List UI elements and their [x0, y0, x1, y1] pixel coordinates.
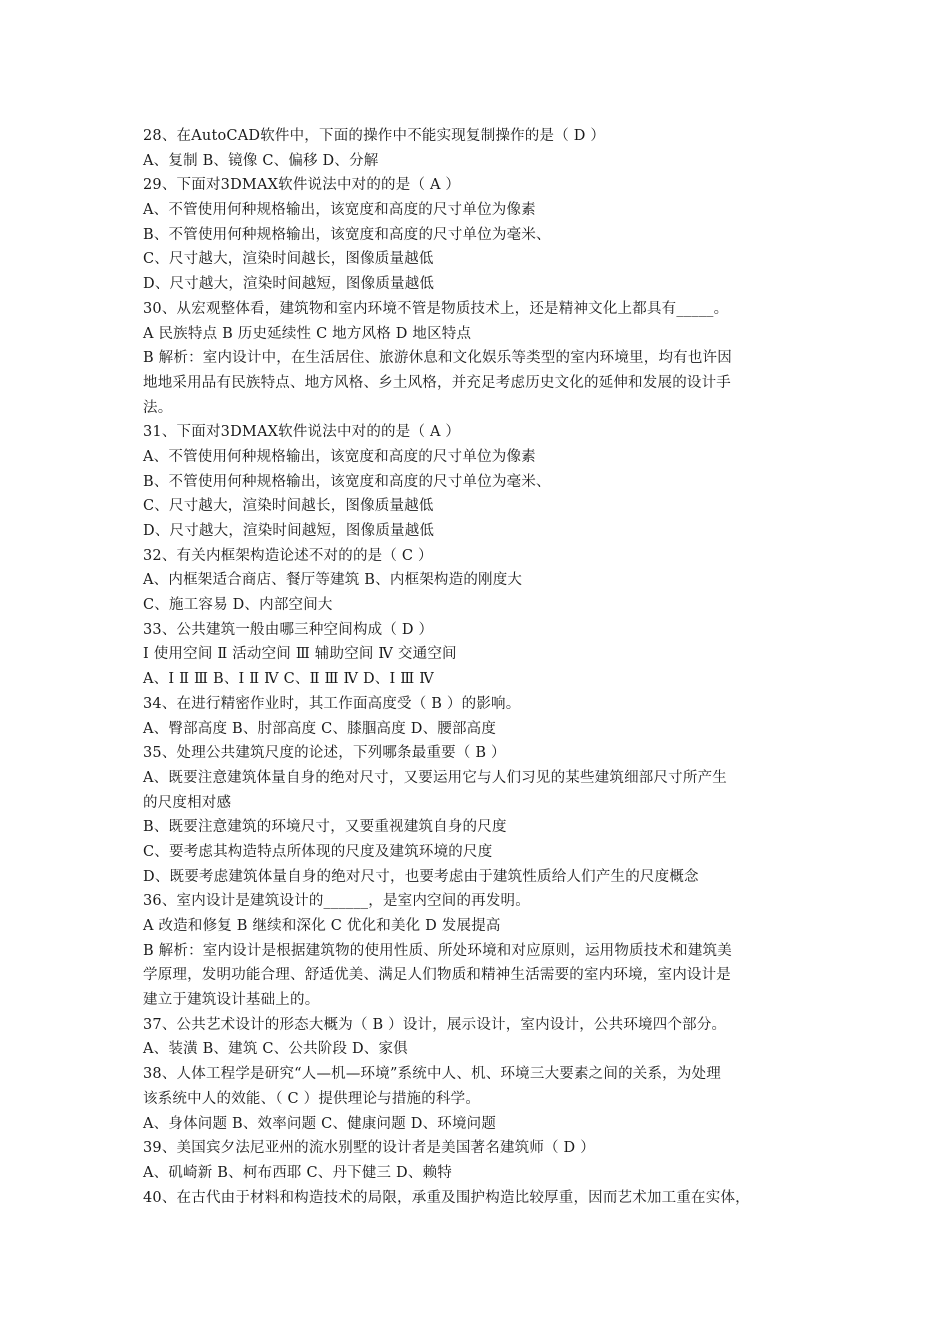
question-29-stem: 29、下面对3DMAX软件说法中对的的是（ A ） — [143, 177, 461, 194]
question-35-option-a: A、既要注意建筑体量自身的绝对尺寸，又要运用它与人们习见的某些建筑细部尺寸所产生 — [143, 769, 727, 786]
document-body — [143, 124, 823, 1210]
question-33-stem: 33、公共建筑一般由哪三种空间构成（ D ） — [143, 621, 434, 638]
question-38-options: A、身体问题 B、效率问题 C、健康问题 D、环境问题 — [143, 1115, 497, 1132]
question-28-options: A、复制 B、镜像 C、偏移 D、分解 — [143, 152, 379, 169]
question-33-options: A、Ⅰ Ⅱ Ⅲ B、Ⅰ Ⅱ Ⅳ C、Ⅱ Ⅲ Ⅳ D、Ⅰ Ⅲ Ⅳ — [143, 671, 434, 688]
question-35-option-b: B、既要注意建筑的环境尺寸，又要重视建筑自身的尺度 — [143, 819, 507, 836]
question-36-stem: 36、室内设计是建筑设计的______，是室内空间的再发明。 — [143, 893, 530, 910]
question-30-options: A 民族特点 B 历史延续性 C 地方风格 D 地区特点 — [143, 325, 472, 342]
question-38-stem: 38、人体工程学是研究“人—机—环境”系统中人、机、环境三大要素之间的关系，为处理 — [143, 1066, 721, 1083]
question-29-option-b: B、不管使用何种规格输出，该宽度和高度的尺寸单位为毫米、 — [143, 226, 551, 243]
question-36-analysis: B 解析：室内设计是根据建筑物的使用性质、所处环境和对应原则，运用物质技术和建筑美 — [143, 942, 732, 959]
question-31-stem: 31、下面对3DMAX软件说法中对的的是（ A ） — [143, 424, 461, 441]
question-34-stem: 34、在进行精密作业时，其工作面高度受（ B ）的影响。 — [143, 695, 521, 712]
question-35-option-c: C、要考虑其构造特点所体现的尺度及建筑环境的尺度 — [143, 843, 493, 860]
question-36-analysis-cont: 学原理，发明功能合理、舒适优美、满足人们物质和精神生活需要的室内环境，室内设计是 — [143, 967, 731, 984]
question-30-stem: 30、从宏观整体看，建筑物和室内环境不管是物质技术上，还是精神文化上都具有_____。 — [143, 300, 729, 317]
question-29-option-d: D、尺寸越大，渲染时间越短，图像质量越低 — [143, 276, 435, 293]
question-31-option-c: C、尺寸越大，渲染时间越长，图像质量越低 — [143, 498, 434, 515]
question-32-options-ab: A、内框架适合商店、餐厅等建筑 B、内框架构造的刚度大 — [143, 572, 523, 589]
question-34-options: A、臀部高度 B、肘部高度 C、膝腘高度 D、腰部高度 — [143, 720, 497, 737]
question-40-stem: 40、在古代由于材料和构造技术的局限，承重及围护构造比较厚重，因而艺术加工重在实体， — [143, 1189, 750, 1206]
question-29-option-c: C、尺寸越大，渲染时间越长，图像质量越低 — [143, 251, 434, 268]
question-35-stem: 35、处理公共建筑尺度的论述，下列哪条最重要（ B ） — [143, 745, 506, 762]
question-32-options-cd: C、施工容易 D、内部空间大 — [143, 597, 333, 614]
question-30-analysis-end: 法。 — [143, 399, 173, 416]
question-36-analysis-end: 建立于建筑设计基础上的。 — [143, 992, 320, 1009]
question-30-analysis: B 解析：室内设计中，在生活居住、旅游休息和文化娱乐等类型的室内环境里，均有也许因 — [143, 350, 732, 367]
question-30-analysis-cont: 地地采用品有民族特点、地方风格、乡土风格，并充足考虑历史文化的延伸和发展的设计手 — [143, 374, 731, 391]
question-39-stem: 39、美国宾夕法尼亚州的流水别墅的设计者是美国著名建筑师（ D ） — [143, 1140, 595, 1157]
question-39-options: A、矶崎新 B、柯布西耶 C、丹下健三 D、赖特 — [143, 1164, 452, 1181]
question-31-option-a: A、不管使用何种规格输出，该宽度和高度的尺寸单位为像素 — [143, 448, 536, 465]
question-29-option-a: A、不管使用何种规格输出，该宽度和高度的尺寸单位为像素 — [143, 202, 536, 219]
question-38-stem-cont: 该系统中人的效能、（ C ）提供理论与措施的科学。 — [143, 1090, 481, 1107]
question-31-option-d: D、尺寸越大，渲染时间越短，图像质量越低 — [143, 523, 435, 539]
question-28-stem: 28、在AutoCAD软件中，下面的操作中不能实现复制操作的是（ D ） — [143, 128, 606, 144]
question-37-stem: 37、公共艺术设计的形态大概为（ B ）设计，展示设计，室内设计，公共环境四个部分。 — [143, 1016, 727, 1033]
question-35-option-d: D、既要考虑建筑体量自身的绝对尺寸，也要考虑由于建筑性质给人们产生的尺度概念 — [143, 868, 699, 885]
question-32-stem: 32、有关内框架构造论述不对的的是（ C ） — [143, 547, 433, 564]
question-37-options: A、装潢 B、建筑 C、公共阶段 D、家俱 — [143, 1041, 408, 1058]
question-33-items: Ⅰ 使用空间 Ⅱ 活动空间 Ⅲ 辅助空间 Ⅳ 交通空间 — [143, 646, 457, 663]
question-35-option-a-cont: 的尺度相对感 — [143, 794, 232, 811]
question-31-option-b: B、不管使用何种规格输出，该宽度和高度的尺寸单位为毫米、 — [143, 473, 551, 490]
question-36-options: A 改造和修复 B 继续和深化 C 优化和美化 D 发展提高 — [143, 918, 501, 934]
